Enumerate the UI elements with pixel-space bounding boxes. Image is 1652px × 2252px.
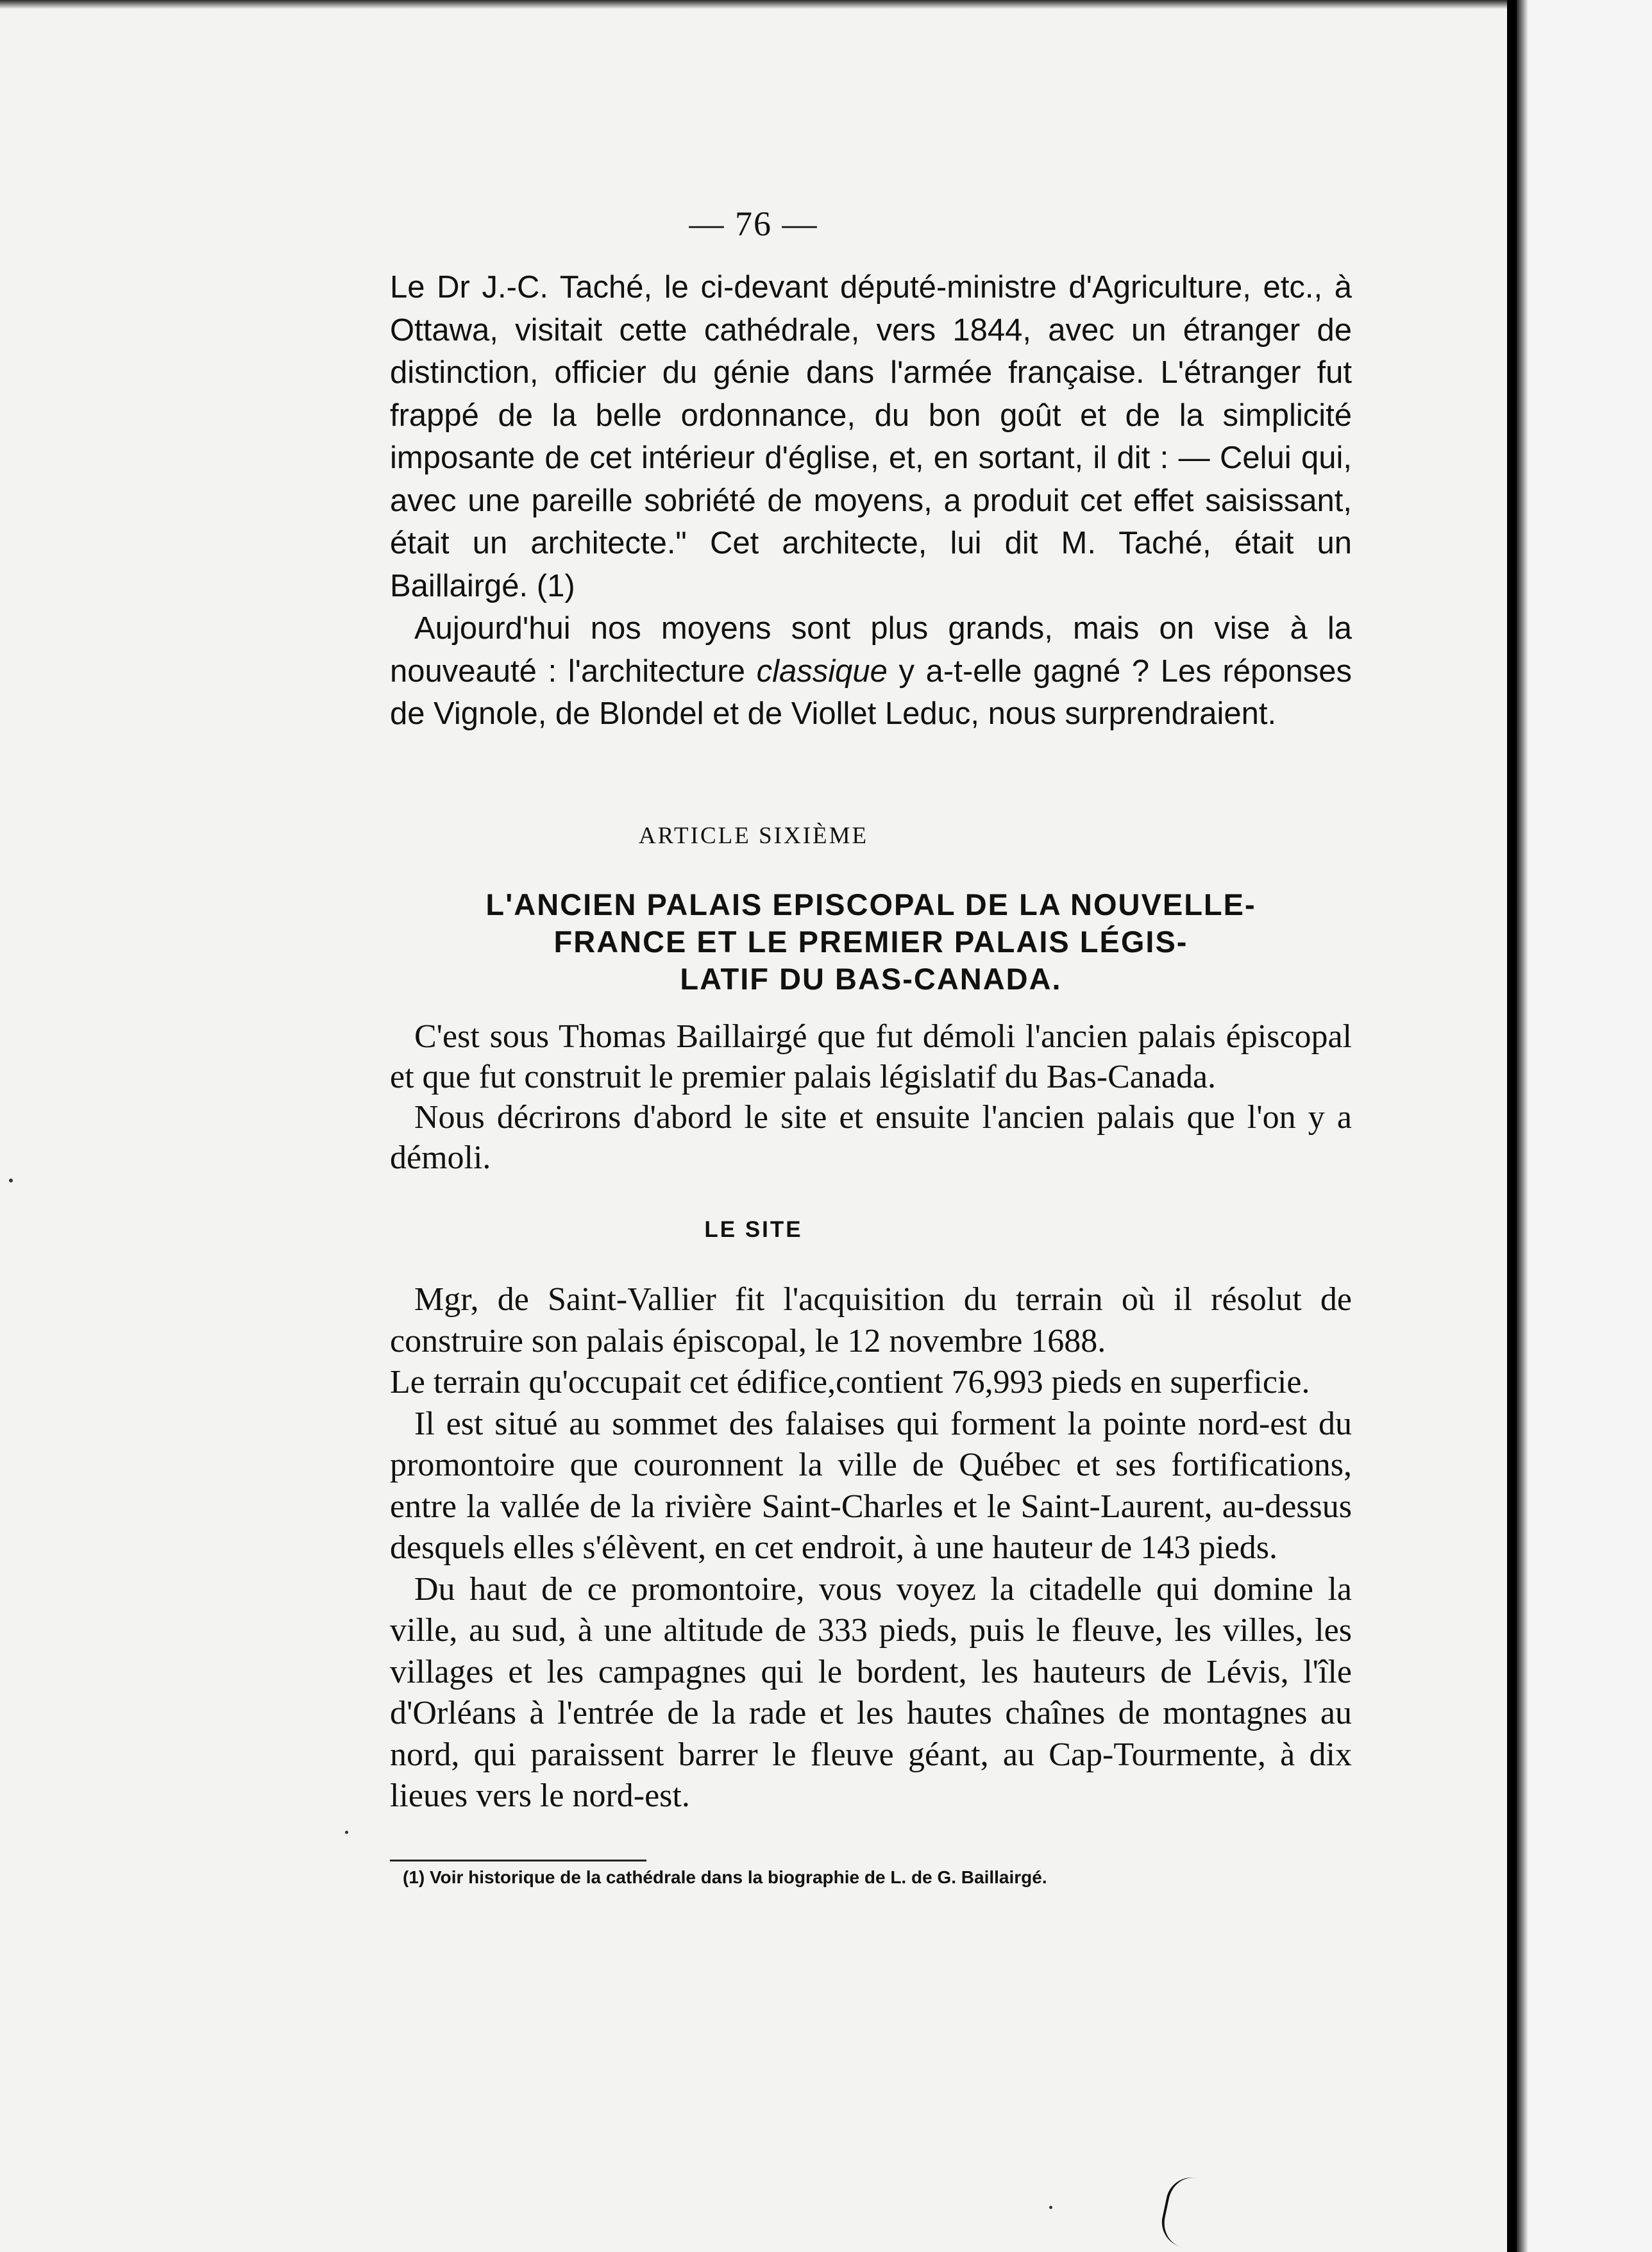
heading-line: FRANCE ET LE PREMIER PALAIS LÉGIS-	[553, 925, 1188, 959]
paragraph: C'est sous Thomas Baillairgé que fut démoli l'ancien palais épiscopal et que fut construit le premier palais législatif du Bas-Canada.	[390, 1018, 1352, 1095]
page-top-edge	[0, 0, 1507, 9]
text-block-cathedral	[390, 266, 1352, 735]
scan-speck	[1049, 2206, 1052, 2209]
scan-mark	[1157, 2173, 1218, 2252]
paragraph: Mgr, de Saint-Vallier fit l'acquisition du terrain où il résolut de construire son palais épiscopal, le 12 novembre 1688.	[390, 1281, 1352, 1359]
paragraph-text: Aujourd'hui nos moyens sont plus grands, mais on vise à la nouveauté : l'architecture	[390, 611, 1352, 689]
scan-speck	[9, 1179, 13, 1182]
heading-line: LATIF DU BAS-CANADA.	[680, 962, 1062, 996]
text-block-site	[390, 1279, 1352, 1817]
adjacent-page-edge	[1517, 0, 1652, 2252]
subheading: LE SITE	[704, 1217, 803, 1242]
page-number: — 76 —	[689, 205, 818, 243]
footnote-rule	[390, 1860, 646, 1861]
paragraph-text: y a-t-elle gagné ? Les réponses de Vignole, de Blondel et de Viollet Leduc, nous surprendraient.	[390, 653, 1352, 731]
footnote: (1) Voir historique de la cathédrale dans la biographie de L. de G. Baillairgé.	[403, 1867, 1047, 1887]
scan-speck	[345, 1831, 348, 1834]
paragraph: Il est situé au sommet des falaises qui forment la pointe nord-est du promontoire que couronnent la ville de Québec et ses fortifications, entre la vallée de la rivière Saint-Charles et le Saint-Laurent, au-dessus desquels elles s'élèvent, en cet endroit, à une hauteur de 143 pieds.	[390, 1405, 1352, 1566]
paragraph-nouveaute	[390, 607, 1352, 735]
paragraph: Nous décrirons d'abord le site et ensuite l'ancien palais que l'on y a démoli.	[390, 1099, 1352, 1176]
italic-word: classique	[756, 653, 888, 689]
heading-line: L'ANCIEN PALAIS EPISCOPAL DE LA NOUVELLE-	[485, 887, 1256, 921]
paragraph: Du haut de ce promontoire, vous voyez la citadelle qui domine la ville, au sud, à une altitude de 333 pieds, puis le fleuve, les villes, les villages et les campagnes qui le bordent, les hauteurs de Lévis, l'île d'Orléans à l'entrée de la rade et les hautes chaînes de montagnes au nord, qui paraissent barrer le fleuve géant, au Cap-Tourmente, à dix lieues vers le nord-est.	[390, 1570, 1352, 1814]
chapter-heading	[390, 886, 1352, 998]
article-label: ARTICLE SIXIÈME	[638, 823, 869, 849]
paragraph-tache: Le Dr J.-C. Taché, le ci-devant député-ministre d'Agriculture, etc., à Ottawa, visitait cette cathédrale, vers 1844, avec un étranger de distinction, officier du génie dans l'armée française. L'étranger fut frappé de la belle ordonnance, du bon goût et de la simplicité imposante de cet intérieur d'église, et, en sortant, il dit : — Celui qui, avec une pareille sobriété de moyens, a produit cet effet saisissant, était un architecte." Cet architecte, lui dit M. Taché, était un Baillairgé. (1)	[390, 270, 1352, 603]
page-gutter-shadow	[1517, 0, 1528, 2252]
paragraph: Le terrain qu'occupait cet édifice,contient 76,993 pieds en superficie.	[390, 1364, 1310, 1400]
text-block-intro	[390, 1016, 1352, 1178]
